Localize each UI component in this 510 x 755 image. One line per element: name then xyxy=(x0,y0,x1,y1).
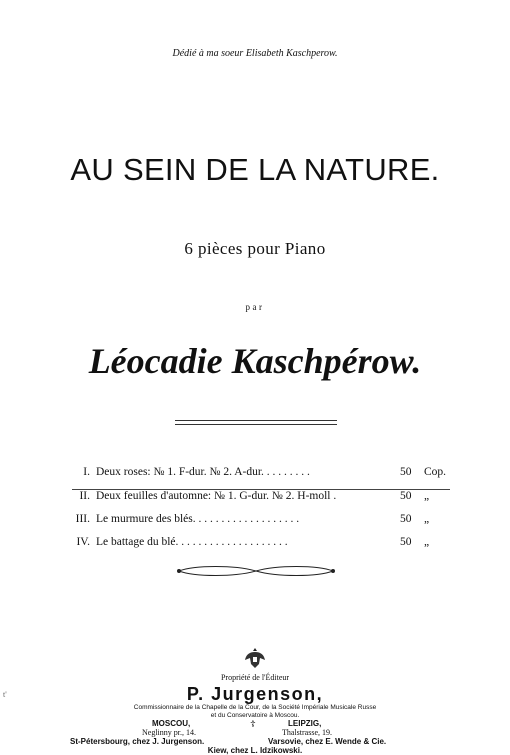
address-st-petersburg: St-Pétersbourg, chez J. Jurgenson. xyxy=(70,737,205,746)
piece-unit: Cop. xyxy=(424,466,447,478)
piece-number: III. xyxy=(75,513,90,525)
ornament-divider xyxy=(175,563,337,579)
piece-unit: „ xyxy=(424,490,430,502)
address-warsaw: Varsovie, chez E. Wende & Cie. xyxy=(268,737,387,746)
street-moscow: Neglinny pr., 14. xyxy=(142,728,196,737)
piece-unit: „ xyxy=(424,536,430,548)
piece-number: IV. xyxy=(76,536,90,548)
divider-top-inner xyxy=(175,424,337,425)
piece-number: II. xyxy=(79,490,90,502)
piece-price: 50 xyxy=(400,466,412,478)
piece-title: Deux roses: № 1. F-dur. № 2. A-dur. . . . . . . . . xyxy=(96,466,310,478)
imperial-eagle-icon xyxy=(243,646,267,670)
list-item xyxy=(72,513,452,536)
piece-price: 50 xyxy=(400,536,412,548)
list-item xyxy=(72,536,452,559)
divider-top xyxy=(175,420,337,421)
piece-unit: „ xyxy=(424,513,430,525)
piece-price: 50 xyxy=(400,513,412,525)
par-label: par xyxy=(245,302,265,312)
composer-name: Léocadie Kaschpérow. xyxy=(88,341,422,381)
list-item xyxy=(72,490,452,513)
property-notice: Propriété de l'Éditeur xyxy=(220,673,290,682)
publisher-line-1: Commissionnaire de la Chapelle de la Cour, de la Société Impériale Musicale Russe xyxy=(133,704,377,711)
piece-title: Deux feuilles d'automne: № 1. G-dur. № 2. H-moll . xyxy=(96,490,337,502)
margin-mark: t' xyxy=(3,690,7,699)
list-item xyxy=(72,466,450,490)
piece-price: 50 xyxy=(400,490,412,502)
address-kiev: Kiew, chez L. Idzikowski. xyxy=(207,746,303,755)
publisher-name: P. Jurgenson, xyxy=(186,684,324,704)
city-moscow: MOSCOU, xyxy=(152,719,191,728)
piece-number: I. xyxy=(83,466,90,478)
piece-title: Le battage du blé. . . . . . . . . . . . . . . . . . . . xyxy=(96,536,288,548)
piece-title: Le murmure des blés. . . . . . . . . . . . . . . . . . . xyxy=(96,513,300,525)
publisher-line-2: et du Conservatoire à Moscou. xyxy=(210,712,300,719)
subtitle: 6 pièces pour Piano xyxy=(184,239,326,258)
piece-list xyxy=(72,466,452,559)
city-leipzig: LEIPZIG, xyxy=(288,719,322,728)
page-title: AU SEIN DE LA NATURE. xyxy=(70,152,440,187)
street-leipzig: Thalstrasse, 19. xyxy=(282,728,332,737)
dedication: Dédié à ma soeur Elisabeth Kaschperow. xyxy=(172,48,338,59)
cross-icon: ☦ xyxy=(250,719,256,729)
